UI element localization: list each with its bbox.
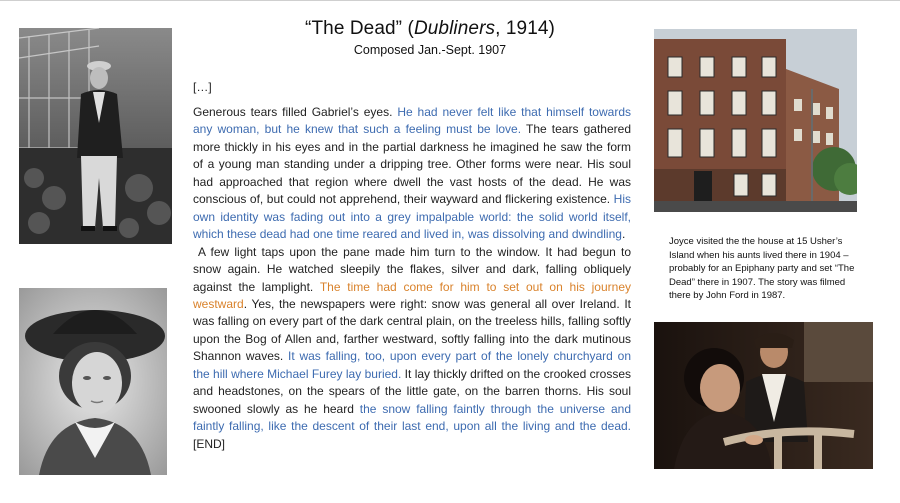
title-close: , 1914) [495,18,555,39]
excerpt-span-highlight: the snow falling faintly through the universe and faintly falling, like the descent of their last end, upon all the living and the dead. [193,401,631,434]
top-border [0,0,900,1]
excerpt-span: A few light taps upon the pane made him turn to the window. It had begun to snow again. He watched sleepily the flakes, silver and dark, falling obliquely against the lamplight. [193,244,631,294]
title-quote: “The Dead” [305,18,403,39]
excerpt-span: It lay thickly drifted on the crooked crosses and headstones, on the spears of the little gate, on the barren thorns. His soul swooned slowly as he heard [193,366,631,416]
excerpt-span-highlight-orange: The time had come for him to set out on his journey westward [193,279,631,311]
excerpt-text [193,104,631,453]
page-title [200,18,660,40]
excerpt-span-highlight: His own identity was fading out into a grey impalpable world: the solid world itself, which these dead had one time reared and lived in, was dissolving and dwindling [193,192,631,242]
excerpt-span: . [621,227,626,242]
excerpt-span: [END] [193,436,226,451]
excerpt-span: The tears gathered more thickly in his eyes and in the partial darkness he imagined he saw the form of a young man standing under a dripping tree. Other forms were near. His soul had approached that region where dwell the vast hosts of the dead. He was conscious of, but could not apprehend, their wayward and flickering existence. [193,122,631,207]
title-italic: Dubliners [413,18,496,39]
excerpt-paragraph-1 [193,104,631,244]
title-open: ( [402,18,414,39]
excerpt-ellipsis: […] [193,80,212,94]
excerpt-span: Generous tears filled Gabriel’s eyes. [193,105,398,119]
joyce-portrait-photo [19,28,172,244]
film-still-photo [654,322,873,469]
usher-island-house-photo [654,29,857,212]
woman-portrait-photo [19,288,167,475]
excerpt-span-highlight: He had never felt like that himself towards any woman, but he knew that such a feeling must be love. [193,105,631,137]
excerpt-span-highlight: It was falling, too, upon every part of the lonely churchyard on the hill where Michael Furey lay buried. [193,349,631,381]
excerpt-paragraph-2 [193,244,631,453]
house-caption: Joyce visited the the house at 15 Usher’s Island when his aunts lived there in 1904 – probably for an Epiphany party and set “The Dead” there in 1907. The story was filmed there by John Ford in 1987. [669,236,855,301]
page-subtitle: Composed Jan.-Sept. 1907 [353,43,507,57]
excerpt-span: . Yes, the newspapers were right: snow was general all over Ireland. It was falling on every part of the dark central plain, on the treeless hills, falling softly upon the Bog of Allen and, farther westward, softly falling into the dark mutinous Shannon waves. [193,296,631,364]
